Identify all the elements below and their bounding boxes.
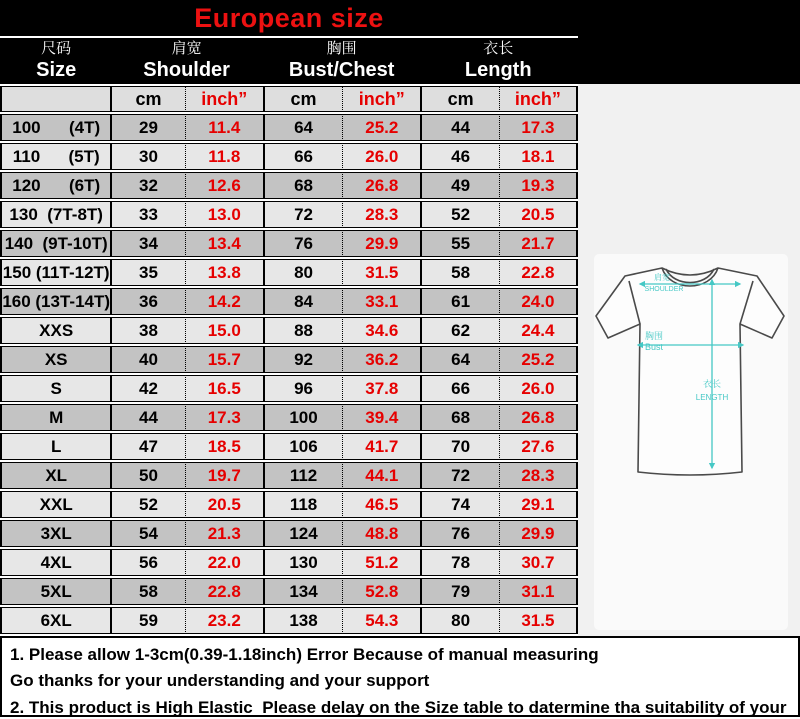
cm-value-cell: 72: [263, 201, 342, 228]
column-header-size: [0, 38, 110, 84]
table-row: [0, 433, 578, 460]
inch-value-cell: 48.8: [342, 520, 420, 547]
inch-value-cell: 29.9: [499, 520, 578, 547]
length-measure-label-zh: 衣长: [702, 379, 722, 389]
cm-value-cell: 58: [110, 578, 184, 605]
cm-value-cell: 106: [263, 433, 342, 460]
cm-value-cell: 29: [110, 114, 184, 141]
unit-cell-inch: inch”: [185, 86, 263, 112]
table-row: [0, 578, 578, 605]
inch-value-cell: 34.6: [342, 317, 420, 344]
table-row: [0, 172, 578, 199]
cm-value-cell: 59: [110, 607, 184, 634]
cm-value-cell: 52: [110, 491, 184, 518]
cm-value-cell: 92: [263, 346, 342, 373]
size-cell: 6XL: [0, 607, 110, 634]
inch-value-cell: 18.5: [185, 433, 263, 460]
column-header-shoulder: [110, 38, 263, 84]
inch-value-cell: 12.6: [185, 172, 263, 199]
size-cell: 4XL: [0, 549, 110, 576]
inch-value-cell: 16.5: [185, 375, 263, 402]
column-header-bust: [263, 38, 421, 84]
inch-value-cell: 37.8: [342, 375, 420, 402]
cm-value-cell: 68: [263, 172, 342, 199]
size-table-body: [0, 114, 578, 634]
cm-value-cell: 54: [110, 520, 184, 547]
table-row: [0, 201, 578, 228]
table-row: [0, 375, 578, 402]
tshirt-diagram: [578, 84, 800, 636]
table-row: [0, 317, 578, 344]
cm-value-cell: 124: [263, 520, 342, 547]
main-area: [0, 36, 800, 636]
cm-value-cell: 74: [420, 491, 498, 518]
inch-value-cell: 21.7: [499, 230, 578, 257]
unit-cell-inch: inch”: [499, 86, 578, 112]
size-cell: S: [0, 375, 110, 402]
table-row: [0, 462, 578, 489]
bust-measure-label-en: Bust: [644, 342, 664, 352]
unit-cell-cm: cm: [110, 86, 184, 112]
inch-value-cell: 19.7: [185, 462, 263, 489]
inch-value-cell: 13.8: [185, 259, 263, 286]
inch-value-cell: 39.4: [342, 404, 420, 431]
inch-value-cell: 29.9: [342, 230, 420, 257]
inch-value-cell: 17.3: [499, 114, 578, 141]
cm-value-cell: 46: [420, 143, 498, 170]
group-header-row: [0, 38, 578, 84]
shoulder-label-en: Shoulder: [143, 59, 230, 81]
cm-value-cell: 96: [263, 375, 342, 402]
size-cell: L: [0, 433, 110, 460]
table-row: [0, 259, 578, 286]
inch-value-cell: 31.5: [499, 607, 578, 634]
cm-value-cell: 66: [420, 375, 498, 402]
unit-cell-inch: inch”: [342, 86, 420, 112]
table-row: [0, 491, 578, 518]
inch-value-cell: 22.8: [499, 259, 578, 286]
cm-value-cell: 55: [420, 230, 498, 257]
unit-header-row: [0, 86, 578, 112]
footer-note-3: 2. This product is High Elastic Please delay on the Size table to datermine tha suitability of your: [10, 697, 787, 717]
cm-value-cell: 80: [263, 259, 342, 286]
tshirt-diagram-svg: [578, 84, 800, 636]
inch-value-cell: 17.3: [185, 404, 263, 431]
unit-cell-empty: [0, 86, 110, 112]
cm-value-cell: 36: [110, 288, 184, 315]
footer-note-1: 1. Please allow 1-3cm(0.39-1.18inch) Error Because of manual measuring: [10, 645, 599, 664]
inch-value-cell: 41.7: [342, 433, 420, 460]
inch-value-cell: 15.7: [185, 346, 263, 373]
cm-value-cell: 50: [110, 462, 184, 489]
size-cell: M: [0, 404, 110, 431]
size-cell: 100 (4T): [0, 114, 110, 141]
inch-value-cell: 13.4: [185, 230, 263, 257]
size-cell: 130 (7T-8T): [0, 201, 110, 228]
inch-value-cell: 33.1: [342, 288, 420, 315]
cm-value-cell: 62: [420, 317, 498, 344]
footer-note-2: Go thanks for your understanding and your support: [10, 671, 430, 691]
cm-value-cell: 68: [420, 404, 498, 431]
inch-value-cell: 19.3: [499, 172, 578, 199]
cm-value-cell: 38: [110, 317, 184, 344]
inch-value-cell: 15.0: [185, 317, 263, 344]
bust-label-zh: 胸围: [326, 40, 357, 57]
table-row: [0, 143, 578, 170]
shoulder-label-zh: 肩宽: [171, 40, 202, 57]
table-row: [0, 346, 578, 373]
cm-value-cell: 35: [110, 259, 184, 286]
inch-value-cell: 31.1: [499, 578, 578, 605]
inch-value-cell: 27.6: [499, 433, 578, 460]
inch-value-cell: 24.4: [499, 317, 578, 344]
size-cell: 110 (5T): [0, 143, 110, 170]
inch-value-cell: 26.8: [499, 404, 578, 431]
length-label-zh: 衣长: [483, 40, 514, 57]
inch-value-cell: 28.3: [342, 201, 420, 228]
table-row: [0, 404, 578, 431]
cm-value-cell: 30: [110, 143, 184, 170]
inch-value-cell: 11.4: [185, 114, 263, 141]
unit-cell-cm: cm: [420, 86, 498, 112]
cm-value-cell: 64: [263, 114, 342, 141]
size-cell: XS: [0, 346, 110, 373]
inch-value-cell: 54.3: [342, 607, 420, 634]
cm-value-cell: 44: [420, 114, 498, 141]
diagram-panel-spacer: [578, 36, 800, 84]
cm-value-cell: 58: [420, 259, 498, 286]
table-row: [0, 607, 578, 634]
size-cell: 150 (11T-12T): [0, 259, 110, 286]
inch-value-cell: 30.7: [499, 549, 578, 576]
cm-value-cell: 130: [263, 549, 342, 576]
inch-value-cell: 25.2: [342, 114, 420, 141]
inch-value-cell: 26.0: [499, 375, 578, 402]
inch-value-cell: 22.0: [185, 549, 263, 576]
inch-value-cell: 52.8: [342, 578, 420, 605]
cm-value-cell: 66: [263, 143, 342, 170]
size-cell: 3XL: [0, 520, 110, 547]
inch-value-cell: 20.5: [185, 491, 263, 518]
cm-value-cell: 134: [263, 578, 342, 605]
inch-value-cell: 13.0: [185, 201, 263, 228]
inch-value-cell: 28.3: [499, 462, 578, 489]
cm-value-cell: 76: [420, 520, 498, 547]
inch-value-cell: 14.2: [185, 288, 263, 315]
shoulder-measure-label-zh: 肩宽: [654, 273, 670, 282]
size-cell: 120 (6T): [0, 172, 110, 199]
inch-value-cell: 31.5: [342, 259, 420, 286]
size-cell: XL: [0, 462, 110, 489]
table-row: [0, 288, 578, 315]
size-label-en: Size: [36, 59, 77, 81]
cm-value-cell: 70: [420, 433, 498, 460]
table-row: [0, 114, 578, 141]
length-measure-label-en: LENGTH: [695, 393, 729, 402]
page-title: European size: [194, 3, 384, 33]
cm-value-cell: 88: [263, 317, 342, 344]
size-cell: 160 (13T-14T): [0, 288, 110, 315]
size-cell: XXS: [0, 317, 110, 344]
inch-value-cell: 36.2: [342, 346, 420, 373]
inch-value-cell: 21.3: [185, 520, 263, 547]
table-row: [0, 520, 578, 547]
cm-value-cell: 56: [110, 549, 184, 576]
cm-value-cell: 44: [110, 404, 184, 431]
unit-cell-cm: cm: [263, 86, 342, 112]
cm-value-cell: 61: [420, 288, 498, 315]
inch-value-cell: 18.1: [499, 143, 578, 170]
inch-value-cell: 22.8: [185, 578, 263, 605]
bust-measure-label-zh: 胸围: [644, 331, 664, 341]
shoulder-measure-label-en: SHOULDER: [644, 286, 684, 293]
table-row: [0, 230, 578, 257]
cm-value-cell: 47: [110, 433, 184, 460]
size-cell: 5XL: [0, 578, 110, 605]
footer-notes: [0, 636, 800, 717]
column-header-length: [420, 38, 578, 84]
size-table: [0, 36, 578, 636]
size-cell: 140 (9T-10T): [0, 230, 110, 257]
inch-value-cell: 24.0: [499, 288, 578, 315]
cm-value-cell: 84: [263, 288, 342, 315]
cm-value-cell: 138: [263, 607, 342, 634]
length-label-en: Length: [464, 59, 532, 81]
inch-value-cell: 44.1: [342, 462, 420, 489]
bust-label-en: Bust/Chest: [288, 59, 395, 81]
size-table-area: [0, 36, 578, 636]
cm-value-cell: 52: [420, 201, 498, 228]
cm-value-cell: 112: [263, 462, 342, 489]
cm-value-cell: 76: [263, 230, 342, 257]
diagram-panel: [578, 36, 800, 636]
cm-value-cell: 64: [420, 346, 498, 373]
inch-value-cell: 46.5: [342, 491, 420, 518]
title-bar: [0, 0, 800, 36]
inch-value-cell: 51.2: [342, 549, 420, 576]
cm-value-cell: 79: [420, 578, 498, 605]
size-label-zh: 尺码: [41, 40, 72, 57]
cm-value-cell: 33: [110, 201, 184, 228]
inch-value-cell: 20.5: [499, 201, 578, 228]
cm-value-cell: 100: [263, 404, 342, 431]
cm-value-cell: 72: [420, 462, 498, 489]
inch-value-cell: 11.8: [185, 143, 263, 170]
cm-value-cell: 40: [110, 346, 184, 373]
table-row: [0, 549, 578, 576]
cm-value-cell: 118: [263, 491, 342, 518]
cm-value-cell: 42: [110, 375, 184, 402]
size-cell: XXL: [0, 491, 110, 518]
inch-value-cell: 29.1: [499, 491, 578, 518]
cm-value-cell: 78: [420, 549, 498, 576]
inch-value-cell: 26.0: [342, 143, 420, 170]
inch-value-cell: 25.2: [499, 346, 578, 373]
cm-value-cell: 49: [420, 172, 498, 199]
cm-value-cell: 34: [110, 230, 184, 257]
cm-value-cell: 32: [110, 172, 184, 199]
cm-value-cell: 80: [420, 607, 498, 634]
inch-value-cell: 23.2: [185, 607, 263, 634]
inch-value-cell: 26.8: [342, 172, 420, 199]
